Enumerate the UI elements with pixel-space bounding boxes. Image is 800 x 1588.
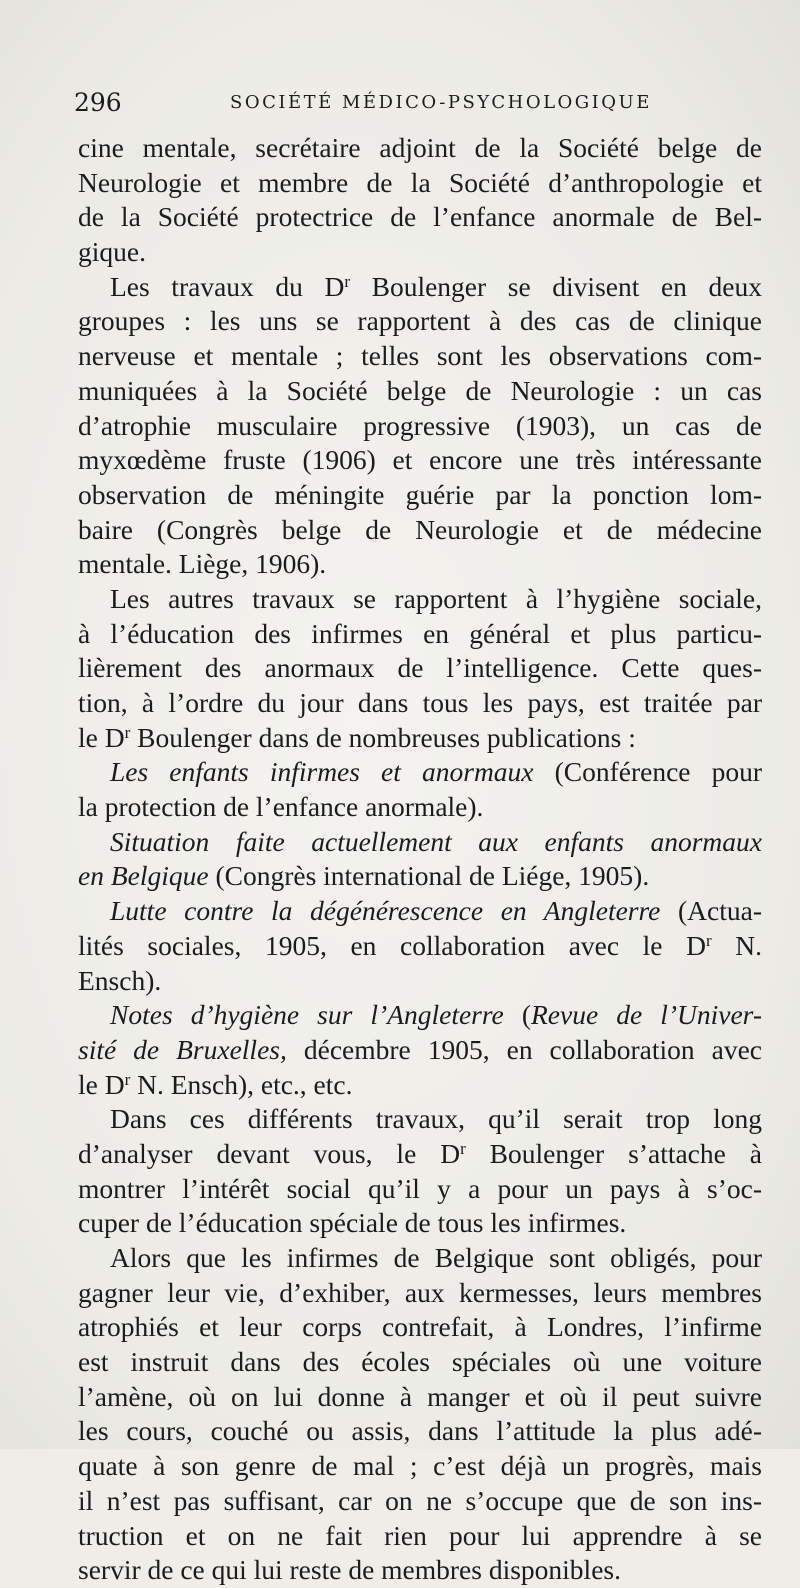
text-segment: nerveuse et mentale ; telles sont les observations com- [78, 340, 762, 372]
text-segment: à l’éducation des infirmes en général et plus particu- [78, 617, 762, 649]
text-line [78, 755, 762, 790]
superscript: r [705, 930, 712, 950]
text-line [78, 894, 762, 929]
text-line [78, 825, 762, 860]
text-line [78, 478, 762, 513]
text-segment: N. Ensch), etc., etc. [130, 1068, 353, 1100]
body-text [78, 131, 762, 1588]
text-segment: quate à son genre de mal ; c’est déjà un progrès, mais [78, 1450, 762, 1482]
text-line [78, 929, 762, 964]
page-number: 296 [74, 88, 122, 117]
text-line [78, 131, 762, 166]
text-segment: gique. [78, 236, 146, 268]
text-segment: servir de ce qui lui reste de membres disponibles. [78, 1554, 621, 1586]
text-segment: Neurologie et membre de la Société d’anthropologie et [78, 166, 762, 198]
text-segment: gagner leur vie, d’exhiber, aux kermesses, leurs membres [78, 1276, 762, 1308]
text-line [78, 1276, 762, 1311]
superscript: r [124, 1069, 131, 1089]
text-segment: le D [78, 1068, 125, 1100]
text-segment: Les travaux du D [110, 270, 345, 302]
text-segment: lités sociales, 1905, en collaboration avec le D [78, 929, 706, 961]
text-line [78, 1033, 762, 1068]
text-line [78, 443, 762, 478]
text-segment: Boulenger dans de nombreuses publications : [130, 721, 636, 753]
italic-title: Revue de l’Univer- [530, 999, 762, 1031]
text-segment: Alors que les infirmes de Belgique sont obligés, pour [110, 1242, 762, 1273]
text-segment: la protection de l’enfance anormale). [78, 791, 484, 823]
text-segment: cine mentale, secrétaire adjoint de la Société belge de [78, 132, 762, 163]
superscript: r [460, 1138, 466, 1158]
text-segment: le D [78, 721, 125, 753]
text-segment: mentale. Liège, 1906). [78, 548, 327, 580]
text-line [78, 721, 762, 756]
text-line [78, 200, 762, 235]
text-line [78, 270, 762, 305]
text-line [78, 409, 762, 444]
text-line [78, 964, 762, 999]
text-line [78, 1449, 762, 1484]
text-line [78, 1345, 762, 1380]
text-segment: Boulenger se divisent en deux [350, 270, 762, 302]
text-segment: muniquées à la Société belge de Neurologie : un cas [78, 374, 762, 406]
text-segment: Boulenger s’attache à [465, 1137, 762, 1169]
text-segment: d’atrophie musculaire progressive (1903), un cas de [78, 409, 762, 441]
text-segment: Ensch). [78, 964, 162, 996]
italic-title: Les enfants infirmes et anormaux [110, 756, 534, 788]
text-segment: N. [711, 929, 762, 961]
text-line [78, 547, 762, 582]
text-segment: Les autres travaux se rapportent à l’hygiène sociale, [110, 582, 762, 614]
text-segment: groupes : les uns se rapportent à des cas de clinique [78, 305, 762, 337]
italic-title: en Belgique [78, 860, 209, 892]
text-segment: d’analyser devant vous, le D [78, 1137, 461, 1169]
text-segment: cuper de l’éducation spéciale de tous les infirmes. [78, 1207, 627, 1239]
text-segment: (Actua- [660, 895, 762, 927]
text-segment: atrophiés et leur corps contrefait, à Londres, l’infirme [78, 1311, 762, 1343]
text-segment: (Conférence pour [533, 756, 762, 788]
text-segment: de la Société protectrice de l’enfance anormale de Bel- [78, 201, 762, 233]
text-segment: montrer l’intérêt social qu’il y a pour un pays à s’oc- [78, 1172, 762, 1204]
text-line [78, 374, 762, 409]
text-segment: baire (Congrès belge de Neurologie et de médecine [78, 513, 762, 545]
text-line [78, 1310, 762, 1345]
text-line [78, 1068, 762, 1103]
italic-title: Notes d’hygiène sur l’Angleterre [110, 999, 504, 1031]
superscript: r [344, 271, 351, 291]
page-header [74, 88, 764, 118]
text-line [78, 1137, 762, 1172]
text-segment: lièrement des anormaux de l’intelligence. Cette ques- [78, 652, 762, 684]
text-segment: Dans ces différents travaux, qu’il serait trop long [110, 1103, 762, 1135]
text-line [78, 998, 762, 1033]
superscript: r [124, 722, 131, 742]
text-segment: il n’est pas suffisant, car on ne s’occupe que de son ins- [78, 1484, 762, 1516]
text-line [78, 1414, 762, 1449]
text-line [78, 1553, 762, 1588]
text-segment: ( [503, 999, 531, 1031]
italic-title: Lutte contre la dégénérescence en Angleterre [110, 895, 661, 927]
text-segment: (Congrès international de Liége, 1905). [208, 860, 650, 892]
text-segment: décembre 1905, en collaboration avec [286, 1033, 763, 1065]
text-line [78, 166, 762, 201]
text-segment: observation de méningite guérie par la ponction lom- [78, 478, 762, 510]
text-segment: myxœdème fruste (1906) et encore une très intéressante [78, 444, 762, 476]
text-line [78, 339, 762, 374]
italic-title: Situation faite actuellement aux enfants anormaux [110, 825, 762, 857]
text-line [78, 1241, 762, 1276]
text-segment: l’amène, où on lui donne à manger et où il peut suivre [78, 1380, 762, 1412]
text-segment: est instruit dans des écoles spéciales où une voiture [78, 1346, 762, 1378]
text-line [78, 790, 762, 825]
text-line [78, 686, 762, 721]
text-line [78, 582, 762, 617]
text-line [78, 859, 762, 894]
running-head: SOCIÉTÉ MÉDICO-PSYCHOLOGIQUE [230, 92, 652, 113]
text-line [78, 1519, 762, 1554]
text-line [78, 513, 762, 548]
text-line [78, 617, 762, 652]
italic-title: sité de Bruxelles, [78, 1033, 287, 1065]
text-line [78, 1172, 762, 1207]
text-line [78, 1484, 762, 1519]
text-line [78, 651, 762, 686]
text-segment: tion, à l’ordre du jour dans tous les pays, est traitée par [78, 687, 762, 718]
text-line [78, 1102, 762, 1137]
text-line [78, 235, 762, 270]
text-line [78, 304, 762, 339]
text-segment: les cours, couché ou assis, dans l’attitude la plus adé- [78, 1415, 762, 1447]
text-line [78, 1206, 762, 1241]
text-line [78, 1380, 762, 1415]
text-segment: truction et on ne fait rien pour lui apprendre à se [78, 1519, 762, 1551]
